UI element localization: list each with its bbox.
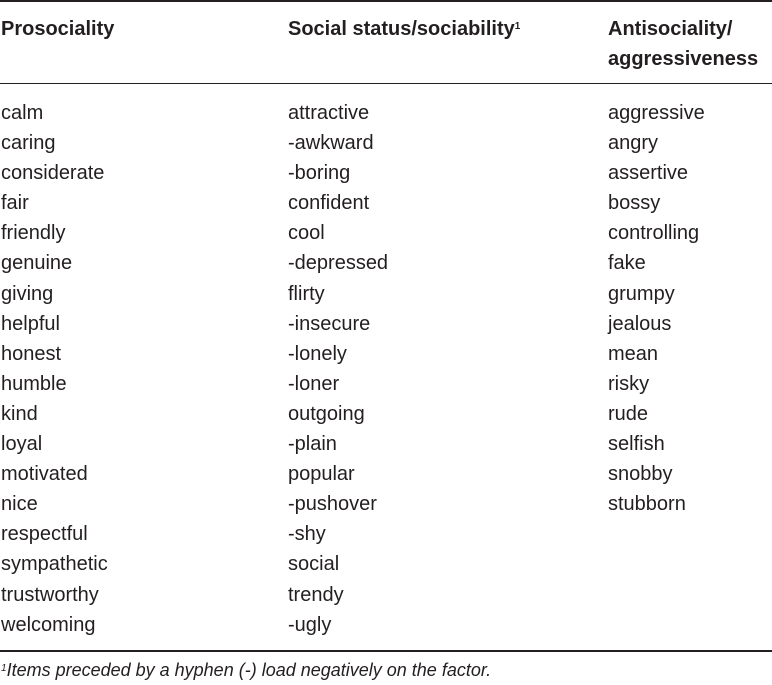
table-cell: -depressed xyxy=(288,252,389,275)
table-cell: snobby xyxy=(608,463,673,486)
table-cell: -shy xyxy=(288,523,326,546)
header-antisociality-line2: aggressiveness xyxy=(608,48,759,70)
header-prosociality xyxy=(1,14,114,44)
table-cell: attractive xyxy=(288,102,370,124)
table-cell: assertive xyxy=(608,162,689,185)
table-cell: trendy xyxy=(288,583,344,606)
table-cell: motivated xyxy=(1,463,88,486)
footnote-marker: 1 xyxy=(1,663,7,674)
table-cell: mean xyxy=(608,342,659,365)
table-cell: -loner xyxy=(288,372,340,395)
table-cell: rude xyxy=(608,402,649,425)
header-social-status xyxy=(288,14,520,44)
table-cell: confident xyxy=(288,192,370,215)
table-cell: calm xyxy=(1,102,44,124)
table-cell: -lonely xyxy=(288,342,347,365)
table-cell: fair xyxy=(1,192,29,215)
table-cell: giving xyxy=(1,282,54,305)
table-cell: selfish xyxy=(608,433,665,456)
header-prosociality-label: Prosociality xyxy=(1,18,115,40)
table-header-rule xyxy=(0,83,772,84)
footnote-text: Items preceded by a hyphen (-) load negatively on the factor. xyxy=(6,660,492,680)
table-cell: aggressive xyxy=(608,102,705,124)
table-cell: helpful xyxy=(1,312,60,335)
table-cell: grumpy xyxy=(608,282,675,305)
table-cell: bossy xyxy=(608,192,661,215)
table-cell: -insecure xyxy=(288,312,371,335)
column-prosociality xyxy=(1,98,108,640)
table-cell: fake xyxy=(608,252,646,275)
table-cell: considerate xyxy=(1,162,105,185)
table-cell: sympathetic xyxy=(1,553,108,576)
table-cell: humble xyxy=(1,372,67,395)
column-social-status xyxy=(288,98,388,640)
table-cell: -plain xyxy=(288,433,337,456)
table-cell: risky xyxy=(608,372,650,395)
table-cell: loyal xyxy=(1,433,43,456)
table-cell: jealous xyxy=(608,312,672,335)
table-cell: flirty xyxy=(288,282,325,305)
table-cell: kind xyxy=(1,402,38,425)
header-antisociality xyxy=(608,14,758,74)
table-cell: cool xyxy=(288,222,325,245)
table-cell: -awkward xyxy=(288,132,374,155)
table-cell: respectful xyxy=(1,523,88,546)
table-cell: controlling xyxy=(608,222,700,245)
table-cell: honest xyxy=(1,342,62,365)
table-cell: outgoing xyxy=(288,402,365,425)
table-cell: trustworthy xyxy=(1,583,99,606)
table-cell: welcoming xyxy=(1,613,96,636)
header-social-status-label: Social status/sociability xyxy=(288,18,515,40)
table-footnote xyxy=(1,658,491,682)
table-cell: -boring xyxy=(288,162,351,185)
table-cell: social xyxy=(288,553,340,576)
header-antisociality-line1: Antisociality/ xyxy=(608,18,733,40)
table-cell: genuine xyxy=(1,252,73,275)
header-footnote-marker: 1 xyxy=(514,21,521,32)
table-cell: stubborn xyxy=(608,493,686,516)
column-antisociality xyxy=(608,98,705,519)
table-cell: angry xyxy=(608,132,659,155)
table-bottom-rule xyxy=(0,650,772,652)
table-cell: popular xyxy=(288,463,355,486)
table-cell: -pushover xyxy=(288,493,377,516)
table-cell: caring xyxy=(1,132,56,155)
table-cell: -ugly xyxy=(288,613,332,636)
table-top-rule xyxy=(0,0,772,2)
table-cell: nice xyxy=(1,493,38,516)
table-cell: friendly xyxy=(1,222,66,245)
